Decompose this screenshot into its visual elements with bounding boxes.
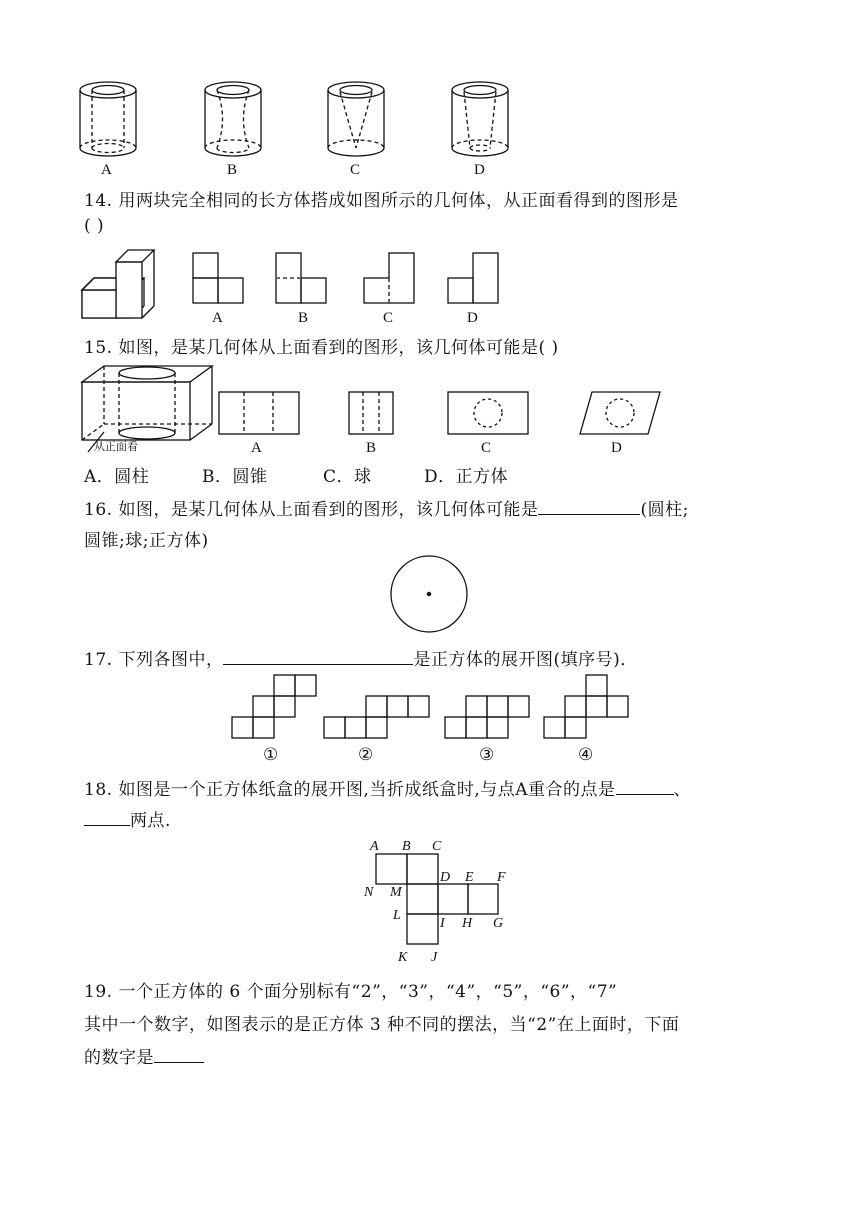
q19-question-line1: 19. 一个正方体的 6 个面分别标有“2”，“3”，“4”，“5”，“6”，“7” [84, 982, 618, 1002]
q15-label-c: C [481, 440, 492, 456]
q19-answer-blank[interactable] [154, 1046, 204, 1063]
q16-question-text: 16. 如图，是某几何体从上面看到的图形，该几何体可能是 [84, 500, 539, 520]
q15-option-c [448, 392, 528, 434]
q17-net-1 [232, 675, 316, 738]
q17-label-4: ④ [578, 745, 594, 764]
q17-question [84, 645, 638, 670]
q14-label-b: B [298, 310, 309, 326]
q16-question [84, 495, 689, 520]
q13-label-b: B [227, 162, 238, 178]
q16-choices-end: 圆锥;球;正方体) [84, 531, 209, 551]
q14-solid [82, 250, 154, 318]
q18-point-m: M [390, 885, 402, 900]
q18-point-i: I [440, 916, 445, 931]
q17-figures [0, 672, 860, 772]
q15-option-c-text: C．球 [323, 467, 372, 487]
q13-figures [0, 0, 860, 180]
q17-label-3: ③ [479, 745, 495, 764]
q17-label-2: ② [358, 745, 374, 764]
q18-point-n: N [364, 885, 374, 900]
q18-point-d: D [440, 870, 451, 885]
q14-option-b [276, 253, 326, 303]
q15-front-view-label: 从正面看 [94, 440, 138, 453]
q15-question: 15. 如图，是某几何体从上面看到的图形，该几何体可能是( ) [84, 338, 559, 358]
q15-figures [0, 360, 860, 460]
q18-point-b: B [402, 839, 411, 854]
q19-question-line3 [84, 1043, 204, 1068]
q13-figure-d [452, 82, 508, 156]
q15-option-d-text: D．正方体 [424, 467, 509, 487]
q18-answer-blank-1[interactable] [616, 778, 674, 795]
q15-label-d: D [611, 440, 622, 456]
q15-option-d [580, 392, 660, 434]
q13-label-d: D [474, 162, 485, 178]
q18-question-text: 18. 如图是一个正方体纸盒的展开图,当折成纸盒时,与点A重合的点是 [84, 780, 616, 800]
q17-answer-blank[interactable] [223, 648, 413, 665]
q19-question-line2: 其中一个数字，如图表示的是正方体 3 种不同的摆法，当“2”在上面时，下面 [84, 1015, 680, 1035]
q18-point-c: C [432, 839, 442, 854]
q18-figure [0, 830, 860, 970]
q17-net-4 [544, 675, 628, 738]
q18-point-j: J [431, 950, 438, 965]
q18-point-h: H [462, 916, 473, 931]
q18-point-f: F [497, 870, 506, 885]
q18-point-l: L [393, 908, 401, 923]
q17-net-3 [445, 696, 529, 738]
q13-figure-a [80, 82, 136, 156]
q14-answer-blank: ( ) [84, 216, 105, 236]
q13-label-a: A [101, 162, 112, 178]
q19-question-text: 的数字是 [84, 1048, 154, 1068]
q14-option-d [448, 253, 498, 303]
q14-option-c [364, 253, 414, 303]
q16-figure [0, 553, 860, 643]
q18-point-g: G [493, 916, 504, 931]
q18-question-tail: 两点. [130, 811, 171, 831]
q15-option-b [349, 392, 393, 434]
q18-answer-blank-2[interactable] [84, 809, 130, 826]
q18-separator: 、 [673, 780, 692, 800]
q15-label-a: A [251, 440, 262, 456]
q14-label-d: D [467, 310, 478, 326]
q14-label-c: C [383, 310, 394, 326]
q14-option-a [193, 253, 243, 303]
q15-option-a [219, 392, 299, 434]
q13-label-c: C [350, 162, 361, 178]
q18-question [84, 775, 691, 800]
q16-choices-start: (圆柱; [640, 500, 689, 520]
q15-option-b-text: B．圆锥 [202, 467, 268, 487]
q18-question-line2 [84, 806, 171, 831]
q15-label-b: B [366, 440, 377, 456]
q18-point-k: K [398, 950, 408, 965]
q13-figure-c [328, 82, 384, 156]
q14-question: 14. 用两块完全相同的长方体搭成如图所示的几何体，从正面看得到的图形是 [84, 191, 679, 211]
q17-net-2 [324, 696, 429, 738]
q18-point-a: A [370, 839, 379, 854]
q17-question-text: 17. 下列各图中， [84, 650, 224, 670]
q16-center-dot [427, 592, 431, 596]
q17-question-tail: 是正方体的展开图(填序号)． [413, 650, 638, 670]
q15-option-a-text: A．圆柱 [84, 467, 150, 487]
q14-label-a: A [212, 310, 223, 326]
q16-answer-blank[interactable] [538, 498, 640, 515]
q18-point-e: E [465, 870, 474, 885]
q13-figure-b [205, 82, 261, 156]
q14-figures [0, 244, 860, 324]
q17-label-1: ① [263, 745, 279, 764]
